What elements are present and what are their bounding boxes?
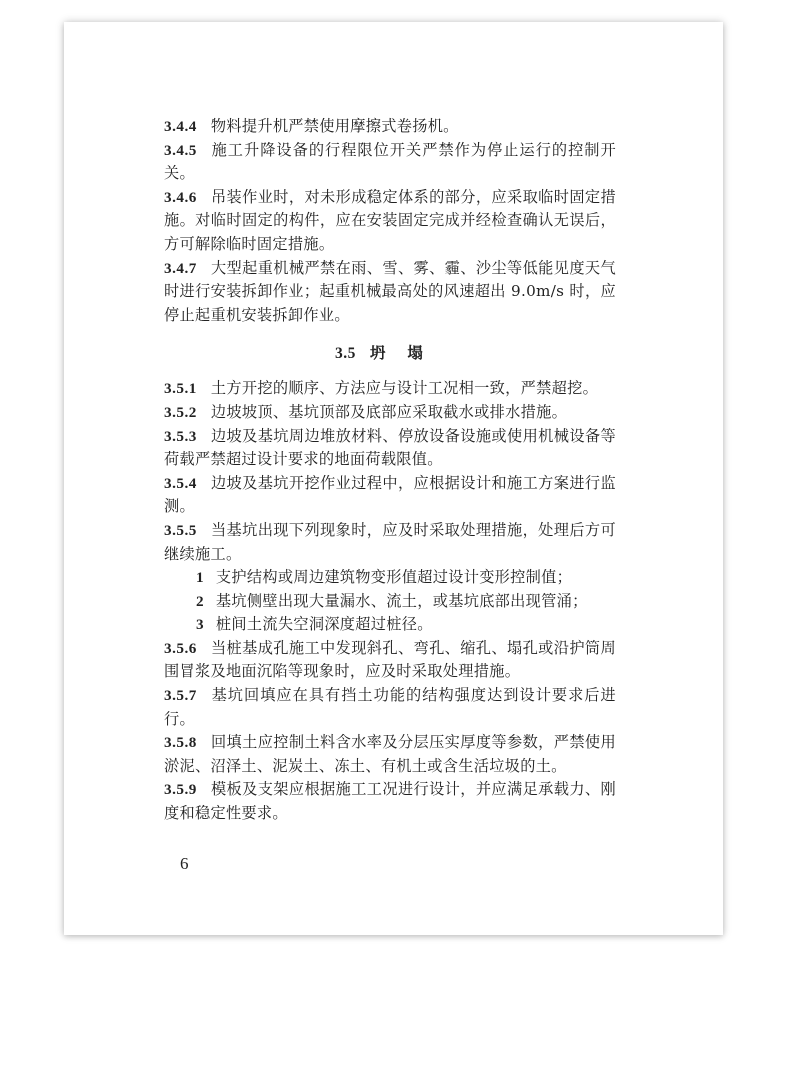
clause-number: 3.5.2 xyxy=(164,403,197,421)
list-item xyxy=(164,566,616,590)
clause-number: 3.5.9 xyxy=(164,781,197,799)
clause-text: 基坑回填应在具有挡土功能的结构强度达到设计要求后进行。 xyxy=(164,686,616,728)
item-number: 2 xyxy=(196,592,204,610)
clause-3-4-6 xyxy=(164,186,616,257)
section-title xyxy=(164,341,616,366)
clause-3-4-5 xyxy=(164,139,616,186)
clause-number: 3.4.6 xyxy=(164,188,197,206)
clause-text: 边坡及基坑开挖作业过程中，应根据设计和施工方案进行监测。 xyxy=(164,473,616,516)
clause-3-5-5 xyxy=(164,519,616,566)
clause-number: 3.4.7 xyxy=(164,259,197,277)
item-number: 3 xyxy=(196,616,204,634)
document-page xyxy=(64,22,723,935)
clause-number: 3.5.8 xyxy=(164,734,197,752)
clause-3-5-1 xyxy=(164,377,616,401)
clause-3-5-4 xyxy=(164,472,616,519)
clause-3-5-8 xyxy=(164,731,616,778)
clause-number: 3.5.1 xyxy=(164,380,197,398)
clause-number: 3.5.6 xyxy=(164,639,197,657)
clause-number: 3.5.5 xyxy=(164,521,197,539)
clause-3-5-3 xyxy=(164,425,616,472)
clause-3-5-6 xyxy=(164,637,616,684)
clause-text: 模板及支架应根据施工工况进行设计，并应满足承载力、刚度和稳定性要求。 xyxy=(164,780,616,823)
clause-number: 3.4.5 xyxy=(164,141,197,159)
clause-text: 边坡坡顶、基坑顶部及底部应采取截水或排水措施。 xyxy=(210,402,568,421)
page-content xyxy=(164,115,616,826)
clause-text: 当基坑出现下列现象时，应及时采取处理措施，处理后方可继续施工。 xyxy=(164,520,616,563)
clause-3-4-7 xyxy=(164,257,616,328)
clause-number: 3.4.4 xyxy=(164,118,197,135)
section-name: 坍塌 xyxy=(369,343,445,363)
clause-text: 土方开挖的顺序、方法应与设计工况相一致，严禁超挖。 xyxy=(210,379,599,398)
page-number: 6 xyxy=(180,854,189,873)
list-item xyxy=(164,590,616,614)
clause-3-4-4 xyxy=(164,115,616,139)
clause-text: 大型起重机械严禁在雨、雪、雾、霾、沙尘等低能见度天气时进行安装拆卸作业；起重机械最高处的风速超出 9.0m/s 时，应停止起重机安装拆卸作业。 xyxy=(164,258,616,324)
clause-text: 物料提升机严禁使用摩擦式卷扬机。 xyxy=(210,117,459,135)
clause-text: 施工升降设备的行程限位开关严禁作为停止运行的控制开关。 xyxy=(164,140,616,183)
section-number: 3.5 xyxy=(335,345,356,363)
item-text: 支护结构或周边建筑物变形值超过设计变形控制值； xyxy=(215,568,573,587)
clause-text: 当桩基成孔施工中发现斜孔、弯孔、缩孔、塌孔或沿护筒周围冒浆及地面沉陷等现象时，应及时采取处理措施。 xyxy=(164,638,616,681)
clause-3-5-2 xyxy=(164,401,616,425)
clause-number: 3.5.4 xyxy=(164,474,197,492)
item-number: 1 xyxy=(196,569,204,587)
item-text: 桩间土流失空洞深度超过桩径。 xyxy=(215,615,433,634)
clause-text: 边坡及基坑周边堆放材料、停放设备设施或使用机械设备等荷载严禁超过设计要求的地面荷载限值。 xyxy=(164,426,616,469)
item-text: 基坑侧壁出现大量漏水、流土，或基坑底部出现管涌； xyxy=(215,591,588,610)
clause-3-5-9 xyxy=(164,778,616,825)
clause-number: 3.5.3 xyxy=(164,427,197,445)
clause-text: 回填土应控制土料含水率及分层压实厚度等参数，严禁使用淤泥、沼泽土、泥炭土、冻土、有机土或含生活垃圾的土。 xyxy=(164,733,616,775)
clause-number: 3.5.7 xyxy=(164,687,197,705)
list-item xyxy=(164,613,616,637)
clause-3-5-7 xyxy=(164,684,616,731)
clause-text: 吊装作业时，对未形成稳定体系的部分，应采取临时固定措施。对临时固定的构件，应在安装固定完成并经检查确认无误后，方可解除临时固定措施。 xyxy=(164,187,616,253)
